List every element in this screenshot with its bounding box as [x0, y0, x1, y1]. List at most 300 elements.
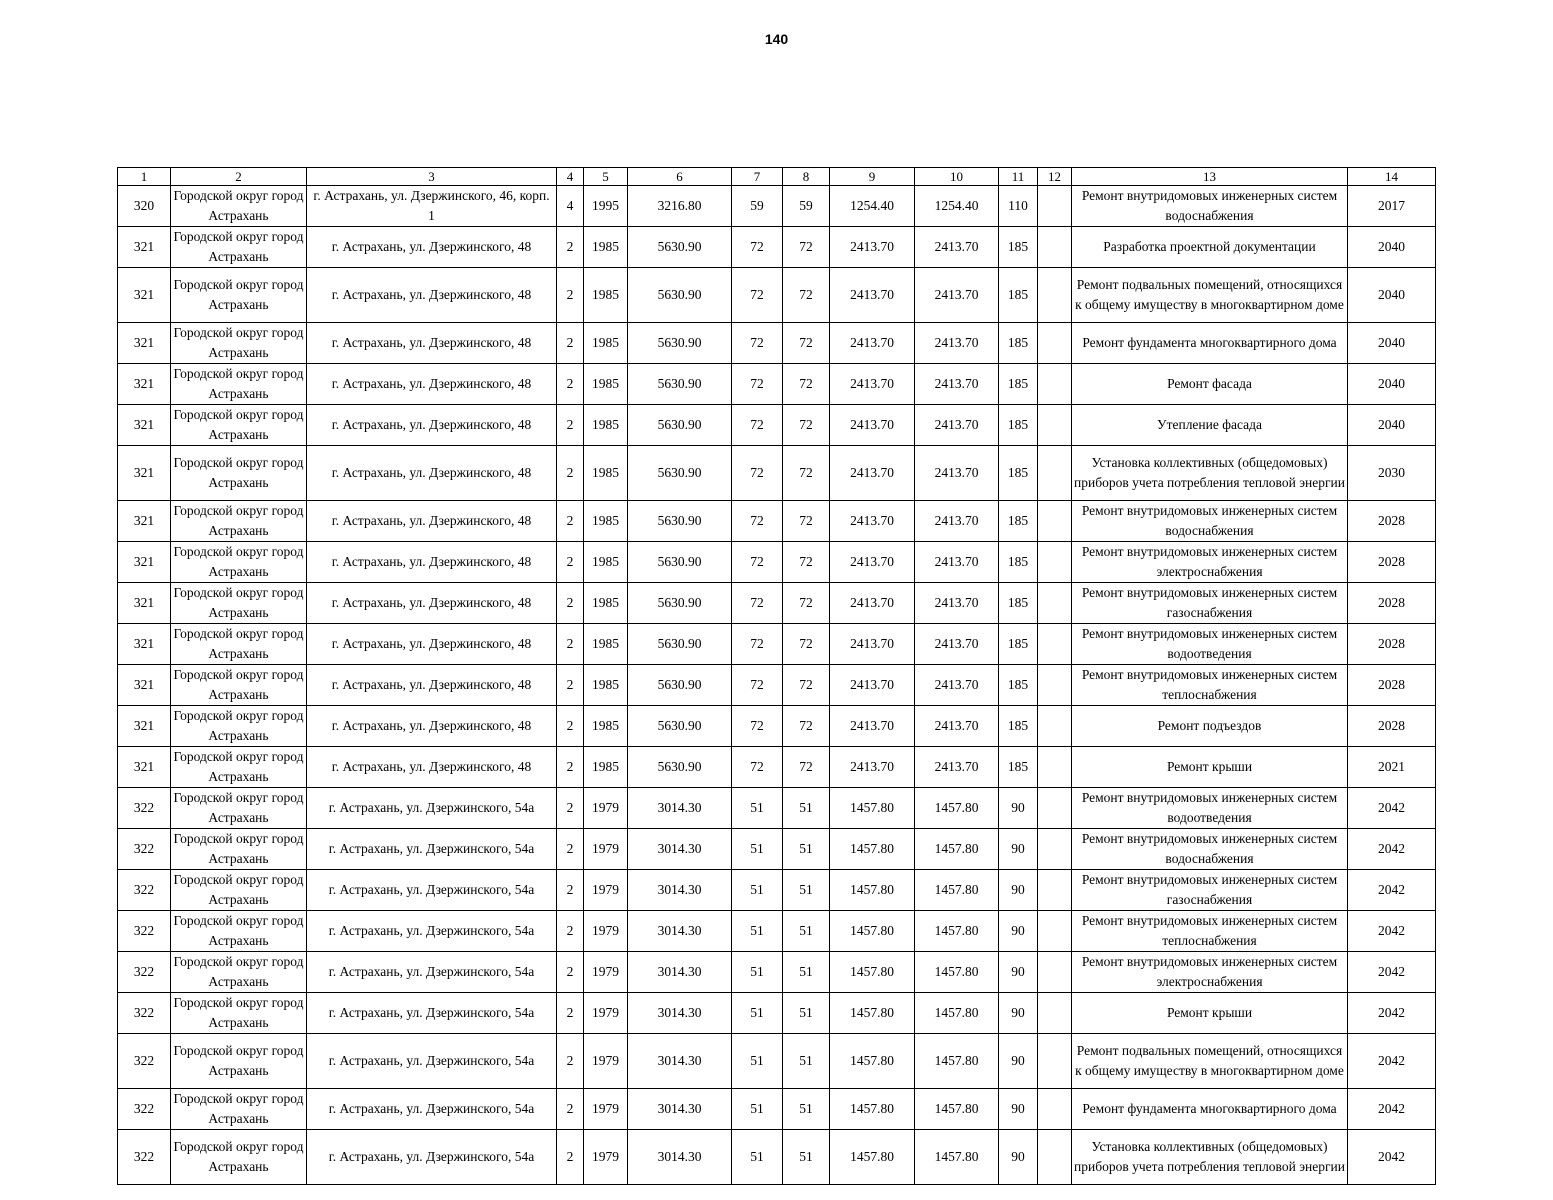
apartments-cell: 72: [732, 364, 783, 405]
row-number-cell: 321: [118, 405, 171, 446]
planned-year-cell: 2042: [1348, 1034, 1436, 1089]
residential-apartments-cell: 51: [783, 911, 830, 952]
owned-area-cell: 2413.70: [915, 624, 999, 665]
row-number-cell: 322: [118, 788, 171, 829]
municipality-cell: Городской округ город Астрахань: [171, 952, 307, 993]
address-cell: г. Астрахань, ул. Дзержинского, 54а: [307, 1130, 557, 1185]
total-area-cell: 5630.90: [628, 501, 732, 542]
empty-cell: [1038, 1089, 1072, 1130]
apartments-cell: 72: [732, 227, 783, 268]
residential-apartments-cell: 72: [783, 583, 830, 624]
apartments-cell: 51: [732, 788, 783, 829]
work-type-cell: Ремонт фасада: [1072, 364, 1348, 405]
address-cell: г. Астрахань, ул. Дзержинского, 54а: [307, 1034, 557, 1089]
floors-cell: 2: [557, 1130, 584, 1185]
empty-cell: [1038, 227, 1072, 268]
owned-area-cell: 2413.70: [915, 665, 999, 706]
municipality-cell: Городской округ город Астрахань: [171, 323, 307, 364]
work-type-cell: Утепление фасада: [1072, 405, 1348, 446]
work-type-cell: Ремонт внутридомовых инженерных систем водоотведения: [1072, 788, 1348, 829]
planned-year-cell: 2017: [1348, 186, 1436, 227]
municipality-cell: Городской округ город Астрахань: [171, 788, 307, 829]
table-row: [118, 446, 1436, 501]
residents-cell: 185: [999, 706, 1038, 747]
residential-apartments-cell: 72: [783, 706, 830, 747]
planned-year-cell: 2042: [1348, 1130, 1436, 1185]
work-type-cell: Установка коллективных (общедомовых) приборов учета потребления тепловой энергии: [1072, 1130, 1348, 1185]
residents-cell: 185: [999, 747, 1038, 788]
apartments-cell: 72: [732, 268, 783, 323]
table-body: [118, 186, 1436, 1185]
municipality-cell: Городской округ город Астрахань: [171, 186, 307, 227]
planned-year-cell: 2042: [1348, 870, 1436, 911]
residential-apartments-cell: 72: [783, 364, 830, 405]
total-area-cell: 5630.90: [628, 323, 732, 364]
table-row: [118, 911, 1436, 952]
total-area-cell: 5630.90: [628, 583, 732, 624]
total-area-cell: 5630.90: [628, 542, 732, 583]
empty-cell: [1038, 747, 1072, 788]
owned-area-cell: 2413.70: [915, 227, 999, 268]
floors-cell: 2: [557, 501, 584, 542]
floors-cell: 2: [557, 268, 584, 323]
apartments-cell: 72: [732, 624, 783, 665]
municipality-cell: Городской округ город Астрахань: [171, 665, 307, 706]
residents-cell: 185: [999, 323, 1038, 364]
empty-cell: [1038, 323, 1072, 364]
year-built-cell: 1985: [584, 501, 628, 542]
residential-area-cell: 2413.70: [830, 501, 915, 542]
work-type-cell: Ремонт внутридомовых инженерных систем теплоснабжения: [1072, 911, 1348, 952]
table-row: [118, 993, 1436, 1034]
work-type-cell: Ремонт подвальных помещений, относящихся к общему имуществу в многоквартирном доме: [1072, 1034, 1348, 1089]
floors-cell: 2: [557, 870, 584, 911]
residential-apartments-cell: 72: [783, 268, 830, 323]
residents-cell: 90: [999, 911, 1038, 952]
residential-apartments-cell: 72: [783, 446, 830, 501]
empty-cell: [1038, 1034, 1072, 1089]
residential-apartments-cell: 72: [783, 501, 830, 542]
row-number-cell: 322: [118, 952, 171, 993]
residential-area-cell: 1457.80: [830, 788, 915, 829]
address-cell: г. Астрахань, ул. Дзержинского, 48: [307, 364, 557, 405]
planned-year-cell: 2040: [1348, 323, 1436, 364]
column-header: 2: [171, 168, 307, 186]
total-area-cell: 5630.90: [628, 227, 732, 268]
row-number-cell: 321: [118, 747, 171, 788]
municipality-cell: Городской округ город Астрахань: [171, 501, 307, 542]
owned-area-cell: 2413.70: [915, 542, 999, 583]
owned-area-cell: 1457.80: [915, 911, 999, 952]
table-row: [118, 788, 1436, 829]
work-type-cell: Ремонт внутридомовых инженерных систем газоснабжения: [1072, 583, 1348, 624]
address-cell: г. Астрахань, ул. Дзержинского, 54а: [307, 952, 557, 993]
residents-cell: 185: [999, 364, 1038, 405]
residents-cell: 185: [999, 227, 1038, 268]
residents-cell: 90: [999, 829, 1038, 870]
residential-area-cell: 1254.40: [830, 186, 915, 227]
residents-cell: 90: [999, 788, 1038, 829]
work-type-cell: Ремонт внутридомовых инженерных систем теплоснабжения: [1072, 665, 1348, 706]
work-type-cell: Разработка проектной документации: [1072, 227, 1348, 268]
total-area-cell: 5630.90: [628, 747, 732, 788]
year-built-cell: 1985: [584, 364, 628, 405]
page-number: 140: [764, 31, 789, 47]
owned-area-cell: 2413.70: [915, 405, 999, 446]
total-area-cell: 3014.30: [628, 788, 732, 829]
planned-year-cell: 2042: [1348, 788, 1436, 829]
planned-year-cell: 2040: [1348, 227, 1436, 268]
residential-apartments-cell: 51: [783, 1130, 830, 1185]
municipality-cell: Городской округ город Астрахань: [171, 624, 307, 665]
row-number-cell: 322: [118, 1130, 171, 1185]
apartments-cell: 51: [732, 1130, 783, 1185]
municipality-cell: Городской округ город Астрахань: [171, 268, 307, 323]
total-area-cell: 5630.90: [628, 624, 732, 665]
municipality-cell: Городской округ город Астрахань: [171, 993, 307, 1034]
owned-area-cell: 1457.80: [915, 993, 999, 1034]
apartments-cell: 51: [732, 870, 783, 911]
residential-apartments-cell: 72: [783, 323, 830, 364]
year-built-cell: 1985: [584, 706, 628, 747]
owned-area-cell: 2413.70: [915, 323, 999, 364]
apartments-cell: 72: [732, 501, 783, 542]
address-cell: г. Астрахань, ул. Дзержинского, 54а: [307, 911, 557, 952]
floors-cell: 2: [557, 364, 584, 405]
owned-area-cell: 1457.80: [915, 1089, 999, 1130]
apartments-cell: 59: [732, 186, 783, 227]
empty-cell: [1038, 583, 1072, 624]
planned-year-cell: 2028: [1348, 501, 1436, 542]
column-header: 8: [783, 168, 830, 186]
residential-area-cell: 1457.80: [830, 952, 915, 993]
year-built-cell: 1985: [584, 405, 628, 446]
residents-cell: 185: [999, 624, 1038, 665]
year-built-cell: 1985: [584, 446, 628, 501]
residential-area-cell: 2413.70: [830, 706, 915, 747]
residential-area-cell: 2413.70: [830, 624, 915, 665]
work-type-cell: Ремонт внутридомовых инженерных систем водоснабжения: [1072, 186, 1348, 227]
address-cell: г. Астрахань, ул. Дзержинского, 46, корп. 1: [307, 186, 557, 227]
municipality-cell: Городской округ город Астрахань: [171, 542, 307, 583]
residents-cell: 185: [999, 583, 1038, 624]
address-cell: г. Астрахань, ул. Дзержинского, 48: [307, 624, 557, 665]
apartments-cell: 72: [732, 446, 783, 501]
column-header: 5: [584, 168, 628, 186]
floors-cell: 4: [557, 186, 584, 227]
row-number-cell: 322: [118, 911, 171, 952]
row-number-cell: 321: [118, 542, 171, 583]
work-type-cell: Ремонт внутридомовых инженерных систем водоотведения: [1072, 624, 1348, 665]
total-area-cell: 5630.90: [628, 446, 732, 501]
residents-cell: 110: [999, 186, 1038, 227]
owned-area-cell: 1457.80: [915, 870, 999, 911]
residents-cell: 90: [999, 952, 1038, 993]
column-header: 7: [732, 168, 783, 186]
owned-area-cell: 1457.80: [915, 788, 999, 829]
residents-cell: 185: [999, 446, 1038, 501]
total-area-cell: 3014.30: [628, 952, 732, 993]
residential-area-cell: 2413.70: [830, 542, 915, 583]
table-row: [118, 1089, 1436, 1130]
residents-cell: 185: [999, 501, 1038, 542]
table-row: [118, 665, 1436, 706]
table-row: [118, 405, 1436, 446]
empty-cell: [1038, 405, 1072, 446]
empty-cell: [1038, 788, 1072, 829]
row-number-cell: 321: [118, 624, 171, 665]
floors-cell: 2: [557, 747, 584, 788]
residential-apartments-cell: 51: [783, 1089, 830, 1130]
column-header: 4: [557, 168, 584, 186]
residents-cell: 185: [999, 405, 1038, 446]
municipality-cell: Городской округ город Астрахань: [171, 706, 307, 747]
table-row: [118, 542, 1436, 583]
residential-area-cell: 2413.70: [830, 405, 915, 446]
address-cell: г. Астрахань, ул. Дзержинского, 54а: [307, 829, 557, 870]
column-header: 6: [628, 168, 732, 186]
table-row: [118, 186, 1436, 227]
residential-area-cell: 2413.70: [830, 227, 915, 268]
year-built-cell: 1979: [584, 1130, 628, 1185]
table-row: [118, 870, 1436, 911]
empty-cell: [1038, 952, 1072, 993]
planned-year-cell: 2028: [1348, 624, 1436, 665]
work-type-cell: Ремонт фундамента многоквартирного дома: [1072, 323, 1348, 364]
year-built-cell: 1985: [584, 227, 628, 268]
total-area-cell: 3014.30: [628, 993, 732, 1034]
total-area-cell: 5630.90: [628, 405, 732, 446]
year-built-cell: 1979: [584, 911, 628, 952]
planned-year-cell: 2021: [1348, 747, 1436, 788]
year-built-cell: 1979: [584, 829, 628, 870]
residential-area-cell: 2413.70: [830, 364, 915, 405]
table-row: [118, 1130, 1436, 1185]
address-cell: г. Астрахань, ул. Дзержинского, 48: [307, 227, 557, 268]
address-cell: г. Астрахань, ул. Дзержинского, 48: [307, 747, 557, 788]
column-header: 13: [1072, 168, 1348, 186]
floors-cell: 2: [557, 542, 584, 583]
owned-area-cell: 2413.70: [915, 364, 999, 405]
residential-apartments-cell: 51: [783, 788, 830, 829]
residential-apartments-cell: 72: [783, 227, 830, 268]
planned-year-cell: 2040: [1348, 268, 1436, 323]
row-number-cell: 321: [118, 446, 171, 501]
residential-apartments-cell: 72: [783, 624, 830, 665]
total-area-cell: 3014.30: [628, 1089, 732, 1130]
residents-cell: 185: [999, 268, 1038, 323]
empty-cell: [1038, 624, 1072, 665]
residential-area-cell: 2413.70: [830, 665, 915, 706]
residential-area-cell: 1457.80: [830, 870, 915, 911]
municipality-cell: Городской округ город Астрахань: [171, 1130, 307, 1185]
residential-apartments-cell: 51: [783, 1034, 830, 1089]
floors-cell: 2: [557, 993, 584, 1034]
year-built-cell: 1985: [584, 747, 628, 788]
year-built-cell: 1995: [584, 186, 628, 227]
apartments-cell: 72: [732, 583, 783, 624]
planned-year-cell: 2028: [1348, 706, 1436, 747]
owned-area-cell: 2413.70: [915, 747, 999, 788]
empty-cell: [1038, 829, 1072, 870]
municipality-cell: Городской округ город Астрахань: [171, 227, 307, 268]
empty-cell: [1038, 186, 1072, 227]
table-row: [118, 624, 1436, 665]
table-row: [118, 364, 1436, 405]
residential-apartments-cell: 72: [783, 405, 830, 446]
work-type-cell: Ремонт крыши: [1072, 747, 1348, 788]
residential-area-cell: 1457.80: [830, 829, 915, 870]
apartments-cell: 72: [732, 542, 783, 583]
planned-year-cell: 2040: [1348, 405, 1436, 446]
floors-cell: 2: [557, 1089, 584, 1130]
floors-cell: 2: [557, 665, 584, 706]
year-built-cell: 1979: [584, 993, 628, 1034]
work-type-cell: Ремонт подвальных помещений, относящихся к общему имуществу в многоквартирном доме: [1072, 268, 1348, 323]
column-header: 1: [118, 168, 171, 186]
table-row: [118, 268, 1436, 323]
table-row: [118, 829, 1436, 870]
row-number-cell: 321: [118, 583, 171, 624]
residential-apartments-cell: 51: [783, 829, 830, 870]
residential-apartments-cell: 51: [783, 870, 830, 911]
work-type-cell: Установка коллективных (общедомовых) приборов учета потребления тепловой энергии: [1072, 446, 1348, 501]
floors-cell: 2: [557, 952, 584, 993]
table-row: [118, 583, 1436, 624]
residential-area-cell: 2413.70: [830, 446, 915, 501]
row-number-cell: 320: [118, 186, 171, 227]
row-number-cell: 322: [118, 870, 171, 911]
municipality-cell: Городской округ город Астрахань: [171, 911, 307, 952]
row-number-cell: 322: [118, 829, 171, 870]
total-area-cell: 3014.30: [628, 829, 732, 870]
floors-cell: 2: [557, 405, 584, 446]
owned-area-cell: 1254.40: [915, 186, 999, 227]
total-area-cell: 5630.90: [628, 268, 732, 323]
address-cell: г. Астрахань, ул. Дзержинского, 48: [307, 583, 557, 624]
apartments-cell: 72: [732, 405, 783, 446]
work-type-cell: Ремонт внутридомовых инженерных систем электроснабжения: [1072, 542, 1348, 583]
planned-year-cell: 2042: [1348, 993, 1436, 1034]
planned-year-cell: 2042: [1348, 829, 1436, 870]
empty-cell: [1038, 706, 1072, 747]
residential-area-cell: 1457.80: [830, 993, 915, 1034]
work-type-cell: Ремонт внутридомовых инженерных систем водоснабжения: [1072, 829, 1348, 870]
municipality-cell: Городской округ город Астрахань: [171, 1089, 307, 1130]
residential-apartments-cell: 72: [783, 747, 830, 788]
total-area-cell: 5630.90: [628, 706, 732, 747]
row-number-cell: 322: [118, 993, 171, 1034]
municipality-cell: Городской округ город Астрахань: [171, 405, 307, 446]
residential-area-cell: 2413.70: [830, 323, 915, 364]
year-built-cell: 1979: [584, 1089, 628, 1130]
empty-cell: [1038, 993, 1072, 1034]
address-cell: г. Астрахань, ул. Дзержинского, 54а: [307, 870, 557, 911]
floors-cell: 2: [557, 323, 584, 364]
year-built-cell: 1979: [584, 952, 628, 993]
floors-cell: 2: [557, 1034, 584, 1089]
apartments-cell: 51: [732, 829, 783, 870]
floors-cell: 2: [557, 624, 584, 665]
row-number-cell: 321: [118, 364, 171, 405]
row-number-cell: 321: [118, 706, 171, 747]
year-built-cell: 1979: [584, 788, 628, 829]
row-number-cell: 322: [118, 1089, 171, 1130]
column-header: 3: [307, 168, 557, 186]
residential-apartments-cell: 72: [783, 542, 830, 583]
floors-cell: 2: [557, 788, 584, 829]
apartments-cell: 51: [732, 1089, 783, 1130]
work-type-cell: Ремонт внутридомовых инженерных систем водоснабжения: [1072, 501, 1348, 542]
floors-cell: 2: [557, 911, 584, 952]
apartments-cell: 72: [732, 747, 783, 788]
row-number-cell: 321: [118, 323, 171, 364]
empty-cell: [1038, 542, 1072, 583]
column-number-row: [118, 168, 1436, 186]
residential-area-cell: 2413.70: [830, 583, 915, 624]
column-header: 11: [999, 168, 1038, 186]
floors-cell: 2: [557, 227, 584, 268]
apartments-cell: 51: [732, 952, 783, 993]
row-number-cell: 322: [118, 1034, 171, 1089]
address-cell: г. Астрахань, ул. Дзержинского, 48: [307, 501, 557, 542]
address-cell: г. Астрахань, ул. Дзержинского, 54а: [307, 993, 557, 1034]
address-cell: г. Астрахань, ул. Дзержинского, 48: [307, 446, 557, 501]
address-cell: г. Астрахань, ул. Дзержинского, 48: [307, 323, 557, 364]
floors-cell: 2: [557, 446, 584, 501]
table-row: [118, 1034, 1436, 1089]
planned-year-cell: 2042: [1348, 1089, 1436, 1130]
row-number-cell: 321: [118, 501, 171, 542]
residents-cell: 90: [999, 993, 1038, 1034]
work-type-cell: Ремонт фундамента многоквартирного дома: [1072, 1089, 1348, 1130]
owned-area-cell: 2413.70: [915, 446, 999, 501]
apartments-cell: 72: [732, 706, 783, 747]
total-area-cell: 3014.30: [628, 870, 732, 911]
planned-year-cell: 2028: [1348, 542, 1436, 583]
column-header: 12: [1038, 168, 1072, 186]
address-cell: г. Астрахань, ул. Дзержинского, 48: [307, 268, 557, 323]
owned-area-cell: 1457.80: [915, 1130, 999, 1185]
residents-cell: 90: [999, 870, 1038, 911]
residents-cell: 90: [999, 1034, 1038, 1089]
total-area-cell: 3014.30: [628, 1130, 732, 1185]
table-row: [118, 323, 1436, 364]
year-built-cell: 1985: [584, 268, 628, 323]
column-header: 9: [830, 168, 915, 186]
year-built-cell: 1979: [584, 1034, 628, 1089]
year-built-cell: 1985: [584, 624, 628, 665]
apartments-cell: 72: [732, 665, 783, 706]
owned-area-cell: 2413.70: [915, 583, 999, 624]
owned-area-cell: 2413.70: [915, 706, 999, 747]
total-area-cell: 3216.80: [628, 186, 732, 227]
residential-apartments-cell: 51: [783, 952, 830, 993]
year-built-cell: 1985: [584, 665, 628, 706]
work-type-cell: Ремонт внутридомовых инженерных систем газоснабжения: [1072, 870, 1348, 911]
residential-area-cell: 2413.70: [830, 268, 915, 323]
table-row: [118, 706, 1436, 747]
total-area-cell: 5630.90: [628, 665, 732, 706]
work-type-cell: Ремонт крыши: [1072, 993, 1348, 1034]
table-row: [118, 501, 1436, 542]
year-built-cell: 1985: [584, 542, 628, 583]
residents-cell: 185: [999, 665, 1038, 706]
address-cell: г. Астрахань, ул. Дзержинского, 48: [307, 405, 557, 446]
residential-area-cell: 1457.80: [830, 1130, 915, 1185]
table-row: [118, 227, 1436, 268]
residential-apartments-cell: 59: [783, 186, 830, 227]
